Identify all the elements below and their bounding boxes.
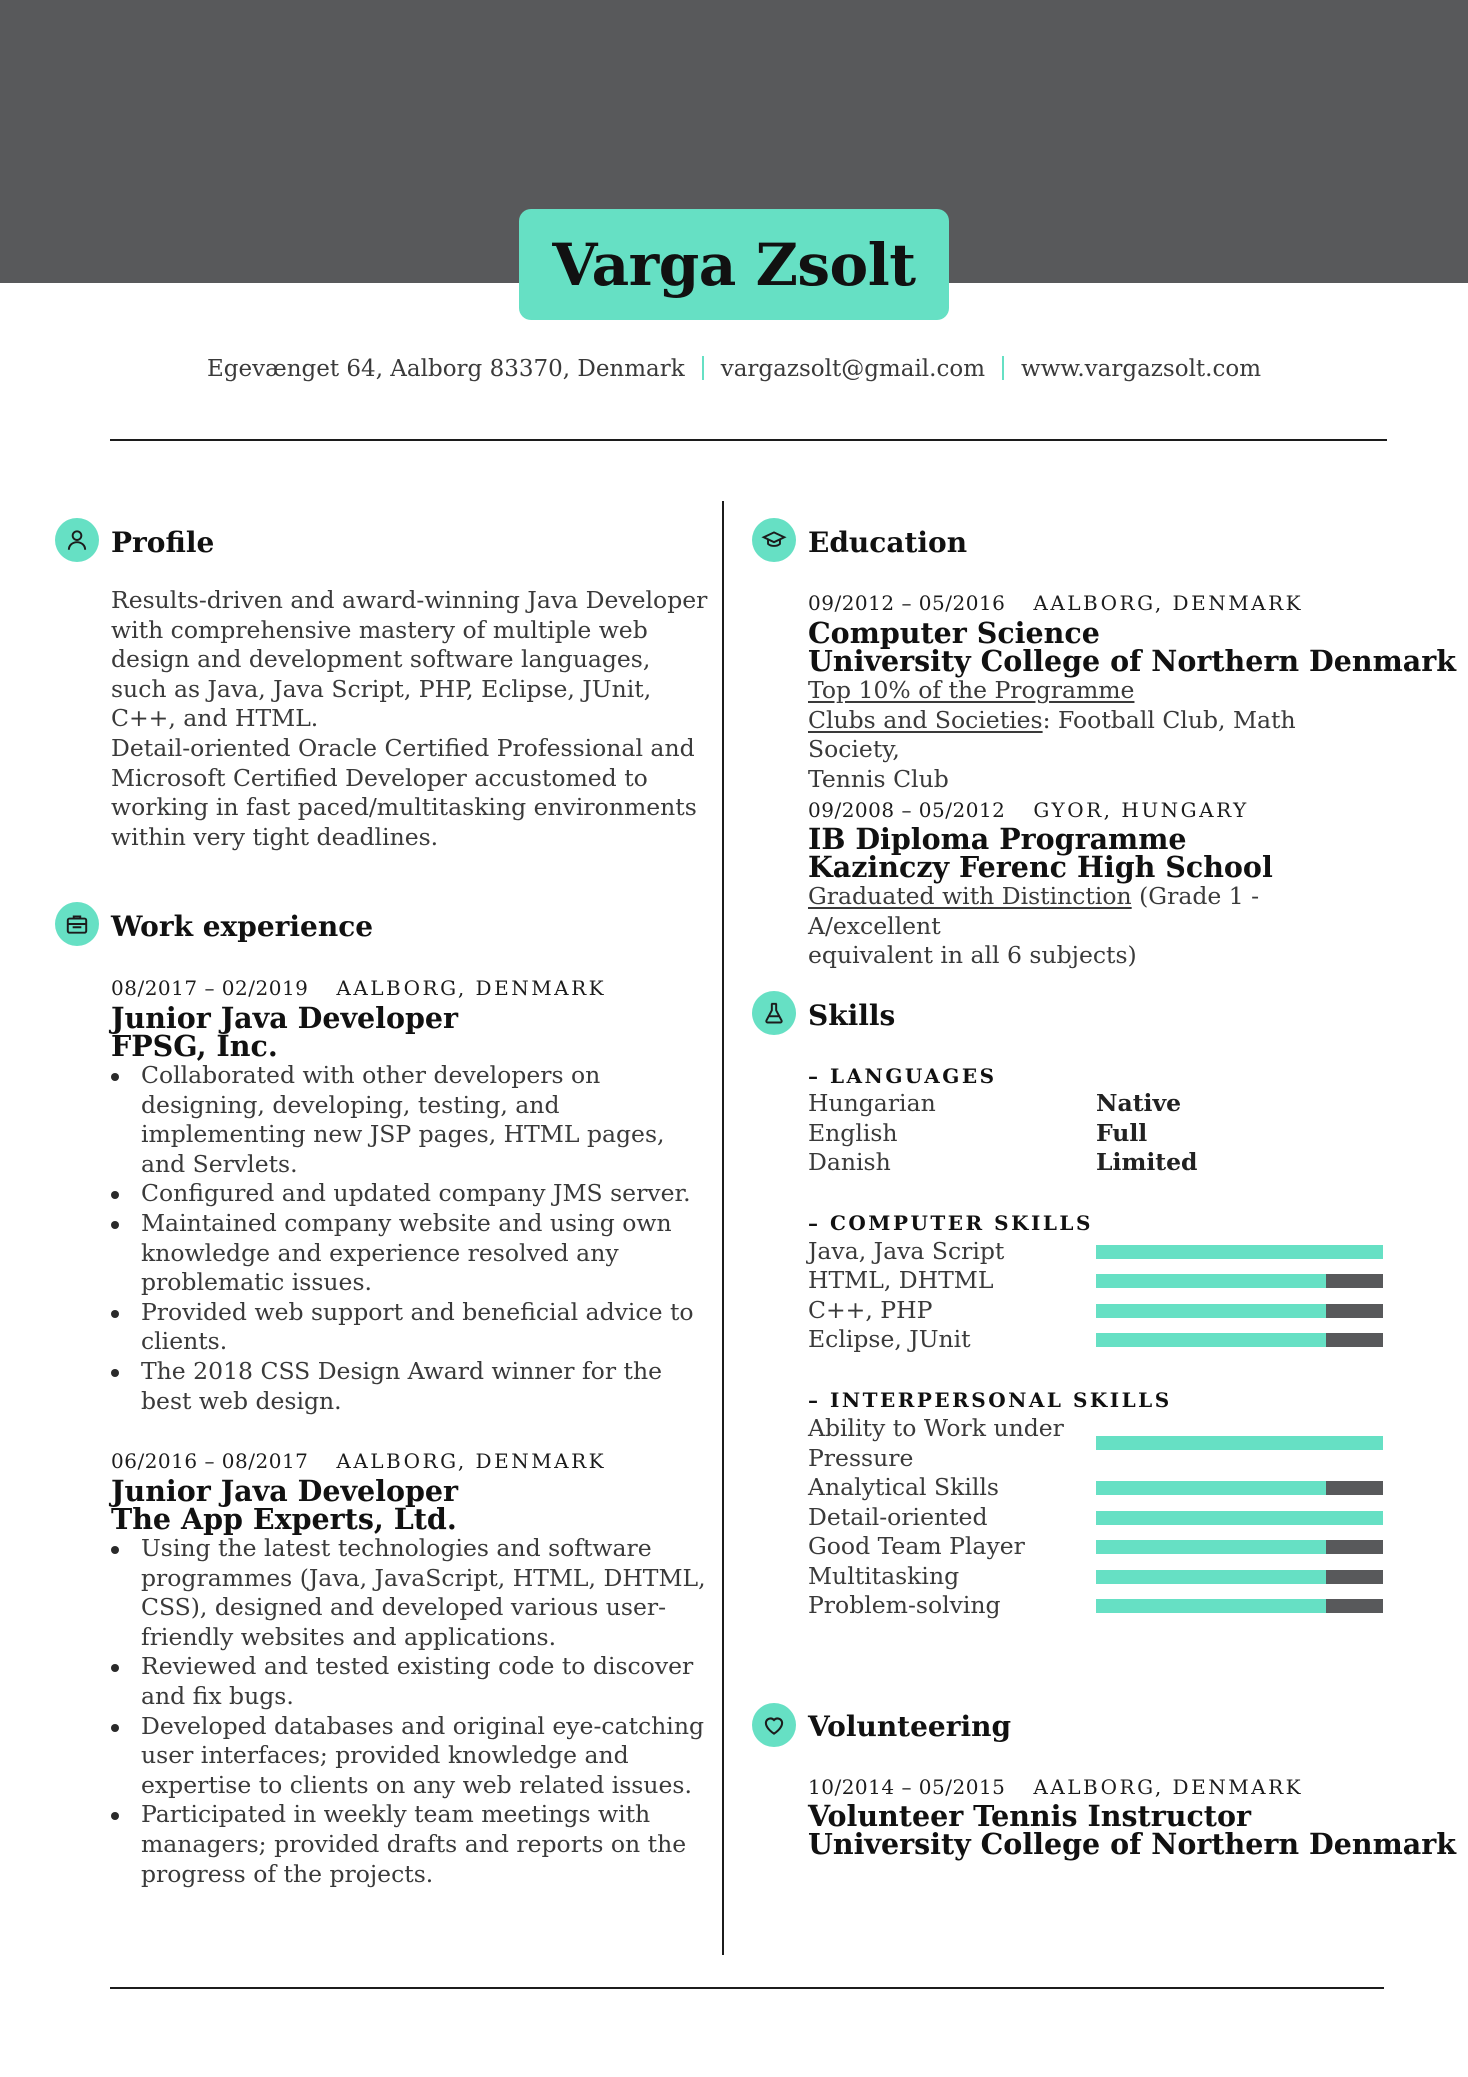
education-dates: 09/2012 – 05/2016 <box>808 591 1006 615</box>
candidate-name: Varga Zsolt <box>552 230 916 299</box>
contact-line <box>0 356 1468 382</box>
skill-row <box>808 1532 1388 1562</box>
education-heading: Education <box>808 526 968 559</box>
skill-name-cont: Pressure <box>808 1443 914 1472</box>
skill-row <box>808 1473 1388 1503</box>
skill-bar-fill <box>1096 1245 1383 1259</box>
education-notes <box>808 882 1388 971</box>
school-name: Kazinczy Ferenc High School <box>808 850 1273 884</box>
skill-name: Multitasking <box>808 1562 960 1590</box>
flask-icon <box>752 991 796 1035</box>
education-meta <box>808 591 1303 615</box>
job-location: AALBORG, DENMARK <box>336 1449 607 1473</box>
education-note-text: : Football Club, Math Society, <box>808 705 1296 764</box>
skill-name: Ability to Work under <box>808 1414 1064 1442</box>
job-bullets <box>111 1534 711 1889</box>
job-title: Junior Java Developer <box>111 1474 459 1508</box>
list-item: Configured and updated company JMS server. <box>111 1179 711 1209</box>
website[interactable]: www.vargazsolt.com <box>1021 356 1262 382</box>
list-item: Reviewed and tested existing code to discover and fix bugs. <box>111 1652 711 1711</box>
language-name: English <box>808 1119 898 1147</box>
skill-row <box>808 1266 1388 1296</box>
skill-bar-fill <box>1096 1599 1326 1613</box>
language-name: Danish <box>808 1148 891 1176</box>
column-divider <box>722 501 724 1955</box>
skill-bar-fill <box>1096 1274 1326 1288</box>
skill-bar-fill <box>1096 1540 1326 1554</box>
skill-row <box>808 1296 1388 1326</box>
skill-bar <box>1096 1436 1383 1450</box>
skill-bar-fill <box>1096 1333 1326 1347</box>
language-row <box>808 1119 1248 1149</box>
skill-name: Problem-solving <box>808 1591 1001 1619</box>
work-heading: Work experience <box>111 910 374 943</box>
language-row <box>808 1089 1248 1119</box>
language-level: Native <box>1096 1089 1182 1117</box>
skill-bar <box>1096 1540 1383 1554</box>
contact-separator <box>1002 356 1004 380</box>
interpersonal-skills-heading: – INTERPERSONAL SKILLS <box>808 1388 1172 1412</box>
education-location: GYOR, HUNGARY <box>1033 798 1249 822</box>
skill-name: Analytical Skills <box>808 1473 999 1501</box>
skill-row <box>808 1503 1388 1533</box>
volunteering-meta <box>808 1775 1303 1799</box>
skill-name: Detail-oriented <box>808 1503 988 1531</box>
skill-row <box>808 1414 1388 1473</box>
skill-bar-fill <box>1096 1570 1326 1584</box>
name-banner <box>519 209 949 320</box>
job-meta <box>111 1449 606 1473</box>
job-dates: 06/2016 – 08/2017 <box>111 1449 309 1473</box>
skill-bar <box>1096 1481 1383 1495</box>
list-item: Developed databases and original eye-catching user interfaces; provided knowledge and expertise to clients on any web related issues. <box>111 1712 711 1801</box>
computer-skills-heading: – COMPUTER SKILLS <box>808 1211 1093 1235</box>
education-note: Top 10% of the Programme <box>808 676 1135 704</box>
job-bullets <box>111 1061 711 1416</box>
language-name: Hungarian <box>808 1089 936 1117</box>
volunteering-location: AALBORG, DENMARK <box>1033 1775 1304 1799</box>
education-dates: 09/2008 – 05/2012 <box>808 798 1006 822</box>
person-icon <box>55 518 99 562</box>
skill-bar <box>1096 1599 1383 1613</box>
education-notes <box>808 676 1388 794</box>
skill-name: Good Team Player <box>808 1532 1025 1560</box>
volunteering-dates: 10/2014 – 05/2015 <box>808 1775 1006 1799</box>
language-row <box>808 1148 1248 1178</box>
profile-paragraph: Detail-oriented Oracle Certified Professional and Microsoft Certified Developer accustomed to working in fast paced/multitasking environments within very tight deadlines. <box>111 733 697 851</box>
address: Egevænget 64, Aalborg 83370, Denmark <box>206 356 685 382</box>
contact-separator <box>702 356 704 380</box>
skill-bar-fill <box>1096 1481 1326 1495</box>
skill-name: C++, PHP <box>808 1296 933 1324</box>
job-meta <box>111 976 606 1000</box>
job-title: Junior Java Developer <box>111 1001 459 1035</box>
education-meta <box>808 798 1249 822</box>
list-item: Using the latest technologies and software programmes (Java, JavaScript, HTML, DHTML, CSS), designed and developed various user-friendly websites and applications. <box>111 1534 711 1652</box>
skill-row <box>808 1591 1388 1621</box>
school-name: University College of Northern Denmark <box>808 644 1456 678</box>
skill-bar <box>1096 1511 1383 1525</box>
volunteering-org: University College of Northern Denmark <box>808 1827 1456 1861</box>
heart-icon <box>752 1703 796 1747</box>
list-item: Participated in weekly team meetings with managers; provided drafts and reports on the progress of the projects. <box>111 1800 711 1889</box>
language-level: Full <box>1096 1119 1148 1147</box>
skill-row <box>808 1237 1388 1267</box>
education-note-text: (Grade 1 - A/excellent <box>808 882 1260 940</box>
language-level: Limited <box>1096 1148 1198 1176</box>
skill-bar-fill <box>1096 1511 1383 1525</box>
graduation-cap-icon <box>752 518 796 562</box>
skill-name: Eclipse, JUnit <box>808 1325 971 1353</box>
education-note-label: Graduated with Distinction <box>808 882 1132 910</box>
skill-bar <box>1096 1570 1383 1584</box>
degree-title: IB Diploma Programme <box>808 822 1187 856</box>
job-company: FPSG, Inc. <box>111 1029 278 1063</box>
list-item: The 2018 CSS Design Award winner for the best web design. <box>111 1357 711 1416</box>
job-dates: 08/2017 – 02/2019 <box>111 976 309 1000</box>
skills-heading: Skills <box>808 999 896 1032</box>
profile-paragraph: Results-driven and award-winning Java Developer with comprehensive mastery of multiple web design and development software languages, such as Java, Java Script, PHP, Eclipse, JUnit, C++, and HTML. <box>111 586 708 733</box>
languages-heading: – LANGUAGES <box>808 1064 997 1088</box>
volunteering-heading: Volunteering <box>808 1710 1012 1743</box>
briefcase-icon <box>55 902 99 946</box>
skill-row <box>808 1562 1388 1592</box>
volunteering-role: Volunteer Tennis Instructor <box>808 1799 1251 1833</box>
skill-bar <box>1096 1245 1383 1259</box>
skill-name: HTML, DHTML <box>808 1266 994 1294</box>
footer-divider <box>110 1987 1384 1989</box>
education-note-label: Clubs and Societies <box>808 705 1043 734</box>
education-note-cont: Tennis Club <box>808 764 949 793</box>
skill-bar-fill <box>1096 1436 1383 1450</box>
list-item: Maintained company website and using own knowledge and experience resolved any problematic issues. <box>111 1209 711 1298</box>
email[interactable]: vargazsolt@gmail.com <box>720 356 986 382</box>
skill-row <box>808 1325 1388 1355</box>
job-location: AALBORG, DENMARK <box>336 976 607 1000</box>
job-company: The App Experts, Ltd. <box>111 1502 457 1536</box>
list-item: Provided web support and beneficial advice to clients. <box>111 1298 711 1357</box>
skill-bar <box>1096 1333 1383 1347</box>
degree-title: Computer Science <box>808 616 1100 650</box>
education-note-cont: equivalent in all 6 subjects) <box>808 941 1137 970</box>
profile-heading: Profile <box>111 526 215 559</box>
list-item: Collaborated with other developers on designing, developing, testing, and implementing new JSP pages, HTML pages, and Servlets. <box>111 1061 711 1179</box>
skill-bar <box>1096 1304 1383 1318</box>
skill-bar-fill <box>1096 1304 1326 1318</box>
header-divider <box>110 439 1387 441</box>
skill-bar <box>1096 1274 1383 1288</box>
skill-name: Java, Java Script <box>808 1237 1005 1265</box>
profile-summary <box>111 586 711 852</box>
education-location: AALBORG, DENMARK <box>1033 591 1304 615</box>
